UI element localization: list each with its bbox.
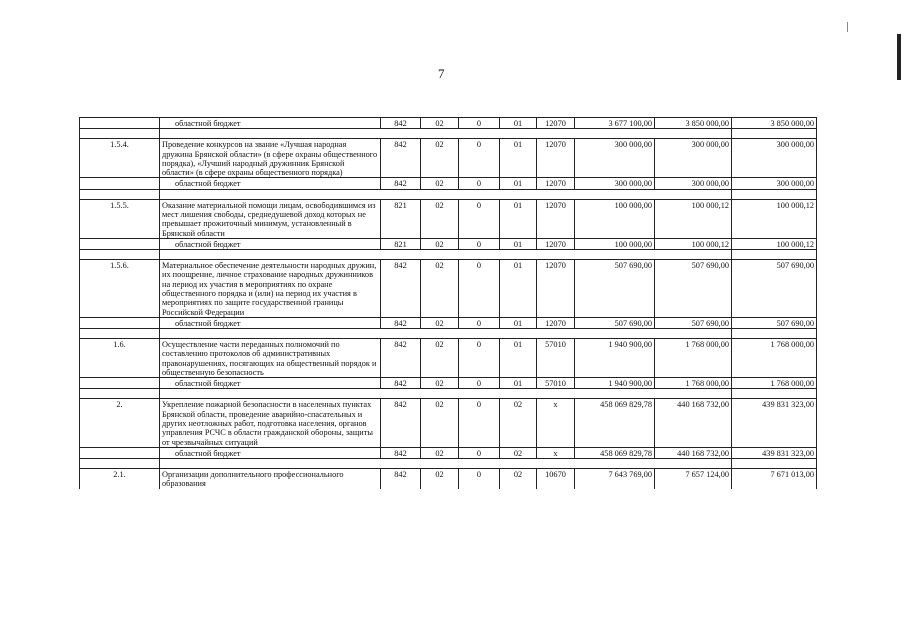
amount-year-1: 1 940 900,00 (575, 339, 655, 378)
ministry-code: 821 (381, 238, 421, 249)
item-name: Проведение конкурсов на звание «Лучшая народная дружина Брянской области» (в сфере охраны общественного порядка), «Лучший народный дружинник Брянской области» (в сфере охраны общественного порядка) (160, 139, 381, 178)
item-name: Материальное обеспечение деятельности народных дружин, их поощрение, личное страхование народных дружинников на период их участия в мероприятиях по охране общественного порядка и (или) на период их участия в мероприятиях по защите государственной границы Российской Федерации (160, 260, 381, 318)
ministry-code: 842 (381, 339, 421, 378)
item-name: областной бюджет (160, 447, 381, 458)
ministry-code: 842 (381, 399, 421, 447)
main-event-code: 01 (500, 118, 537, 129)
ministry-code: 842 (381, 469, 421, 489)
direction-code: 12070 (537, 118, 575, 129)
ministry-code: 842 (381, 118, 421, 129)
amount-year-1: 300 000,00 (575, 139, 655, 178)
item-number (80, 378, 160, 389)
item-number: 2. (80, 399, 160, 447)
subprogram-code: 0 (459, 399, 500, 447)
main-event-code: 02 (500, 399, 537, 447)
table-row-budget-source (80, 378, 817, 389)
ministry-code: 842 (381, 317, 421, 328)
amount-year-2: 440 168 732,00 (655, 399, 732, 447)
table-row-budget-source (80, 178, 817, 189)
section-code: 02 (421, 399, 459, 447)
section-code: 02 (421, 178, 459, 189)
section-code: 02 (421, 199, 459, 238)
table-row-item (80, 139, 817, 178)
subprogram-code: 0 (459, 139, 500, 178)
amount-year-3: 7 671 013,00 (732, 469, 817, 489)
amount-year-1: 7 643 769,00 (575, 469, 655, 489)
section-code: 02 (421, 378, 459, 389)
ministry-code: 842 (381, 378, 421, 389)
amount-year-2: 7 657 124,00 (655, 469, 732, 489)
amount-year-1: 1 940 900,00 (575, 378, 655, 389)
row-spacer (80, 329, 817, 339)
item-name: Оказание материальной помощи лицам, освободившимся из мест лишения свободы, среднедушевой доход которых не превышает прожиточный минимум, установленный в Брянской области (160, 199, 381, 238)
direction-code: 12070 (537, 317, 575, 328)
item-name: областной бюджет (160, 178, 381, 189)
amount-year-1: 3 677 100,00 (575, 118, 655, 129)
table-row-item (80, 199, 817, 238)
amount-year-1: 100 000,00 (575, 238, 655, 249)
ministry-code: 842 (381, 447, 421, 458)
direction-code: x (537, 399, 575, 447)
item-name: Осуществление части переданных полномочий по составлению протоколов об административных правонарушениях, посягающих на общественный порядок и общественную безопасность (160, 339, 381, 378)
section-code: 02 (421, 447, 459, 458)
main-event-code: 01 (500, 139, 537, 178)
main-event-code: 02 (500, 469, 537, 489)
item-name: областной бюджет (160, 118, 381, 129)
main-event-code: 01 (500, 199, 537, 238)
subprogram-code: 0 (459, 378, 500, 389)
amount-year-3: 439 831 323,00 (732, 399, 817, 447)
section-code: 02 (421, 469, 459, 489)
amount-year-2: 1 768 000,00 (655, 339, 732, 378)
item-number: 1.5.4. (80, 139, 160, 178)
budget-table (79, 117, 817, 489)
ministry-code: 842 (381, 178, 421, 189)
item-name: областной бюджет (160, 378, 381, 389)
amount-year-3: 1 768 000,00 (732, 378, 817, 389)
amount-year-3: 100 000,12 (732, 199, 817, 238)
amount-year-1: 458 069 829,78 (575, 399, 655, 447)
amount-year-3: 1 768 000,00 (732, 339, 817, 378)
section-code: 02 (421, 118, 459, 129)
main-event-code: 01 (500, 339, 537, 378)
amount-year-3: 300 000,00 (732, 178, 817, 189)
page-number: 7 (438, 66, 445, 81)
main-event-code: 01 (500, 378, 537, 389)
subprogram-code: 0 (459, 469, 500, 489)
amount-year-3: 3 850 000,00 (732, 118, 817, 129)
item-number: 1.5.5. (80, 199, 160, 238)
budget-table-body (80, 118, 817, 489)
amount-year-3: 507 690,00 (732, 317, 817, 328)
table-row-budget-source (80, 238, 817, 249)
amount-year-1: 458 069 829,78 (575, 447, 655, 458)
table-row-item (80, 339, 817, 378)
amount-year-2: 507 690,00 (655, 260, 732, 318)
amount-year-2: 440 168 732,00 (655, 447, 732, 458)
item-number: 2.1. (80, 469, 160, 489)
table-row-item (80, 399, 817, 447)
item-name: областной бюджет (160, 238, 381, 249)
amount-year-2: 300 000,00 (655, 178, 732, 189)
direction-code: 12070 (537, 199, 575, 238)
section-code: 02 (421, 260, 459, 318)
table-row-budget-source (80, 317, 817, 328)
row-spacer (80, 129, 817, 139)
table-row-budget-source (80, 118, 817, 129)
table-row-budget-source (80, 447, 817, 458)
amount-year-1: 507 690,00 (575, 260, 655, 318)
item-number (80, 317, 160, 328)
ministry-code: 821 (381, 199, 421, 238)
item-number (80, 178, 160, 189)
main-event-code: 01 (500, 178, 537, 189)
scan-mark (847, 22, 848, 32)
main-event-code: 01 (500, 317, 537, 328)
scan-edge-mark (897, 34, 901, 80)
amount-year-2: 1 768 000,00 (655, 378, 732, 389)
amount-year-3: 300 000,00 (732, 139, 817, 178)
item-number (80, 447, 160, 458)
ministry-code: 842 (381, 139, 421, 178)
amount-year-3: 439 831 323,00 (732, 447, 817, 458)
item-name: областной бюджет (160, 317, 381, 328)
row-spacer (80, 459, 817, 469)
section-code: 02 (421, 238, 459, 249)
direction-code: 12070 (537, 238, 575, 249)
direction-code: 12070 (537, 178, 575, 189)
row-spacer (80, 189, 817, 199)
subprogram-code: 0 (459, 260, 500, 318)
row-spacer (80, 250, 817, 260)
item-number: 1.5.6. (80, 260, 160, 318)
amount-year-3: 100 000,12 (732, 238, 817, 249)
subprogram-code: 0 (459, 447, 500, 458)
section-code: 02 (421, 339, 459, 378)
item-number (80, 118, 160, 129)
item-name: Организации дополнительного профессионального образования (160, 469, 381, 489)
main-event-code: 01 (500, 238, 537, 249)
item-number (80, 238, 160, 249)
item-name: Укрепление пожарной безопасности в населенных пунктах Брянской области, проведение аварийно-спасательных и других неотложных работ, подготовка населения, органов управления РСЧС в области гражданской обороны, защиты от чрезвычайных ситуаций (160, 399, 381, 447)
direction-code: 12070 (537, 139, 575, 178)
subprogram-code: 0 (459, 238, 500, 249)
amount-year-2: 100 000,12 (655, 199, 732, 238)
amount-year-3: 507 690,00 (732, 260, 817, 318)
direction-code: 57010 (537, 378, 575, 389)
direction-code: 10670 (537, 469, 575, 489)
amount-year-1: 300 000,00 (575, 178, 655, 189)
amount-year-1: 100 000,00 (575, 199, 655, 238)
ministry-code: 842 (381, 260, 421, 318)
table-row-item (80, 260, 817, 318)
item-number: 1.6. (80, 339, 160, 378)
amount-year-2: 100 000,12 (655, 238, 732, 249)
amount-year-2: 300 000,00 (655, 139, 732, 178)
amount-year-2: 3 850 000,00 (655, 118, 732, 129)
direction-code: x (537, 447, 575, 458)
subprogram-code: 0 (459, 178, 500, 189)
section-code: 02 (421, 139, 459, 178)
table-row-item (80, 469, 817, 489)
amount-year-2: 507 690,00 (655, 317, 732, 328)
subprogram-code: 0 (459, 199, 500, 238)
main-event-code: 01 (500, 260, 537, 318)
main-event-code: 02 (500, 447, 537, 458)
direction-code: 57010 (537, 339, 575, 378)
subprogram-code: 0 (459, 317, 500, 328)
section-code: 02 (421, 317, 459, 328)
row-spacer (80, 389, 817, 399)
subprogram-code: 0 (459, 118, 500, 129)
amount-year-1: 507 690,00 (575, 317, 655, 328)
direction-code: 12070 (537, 260, 575, 318)
subprogram-code: 0 (459, 339, 500, 378)
